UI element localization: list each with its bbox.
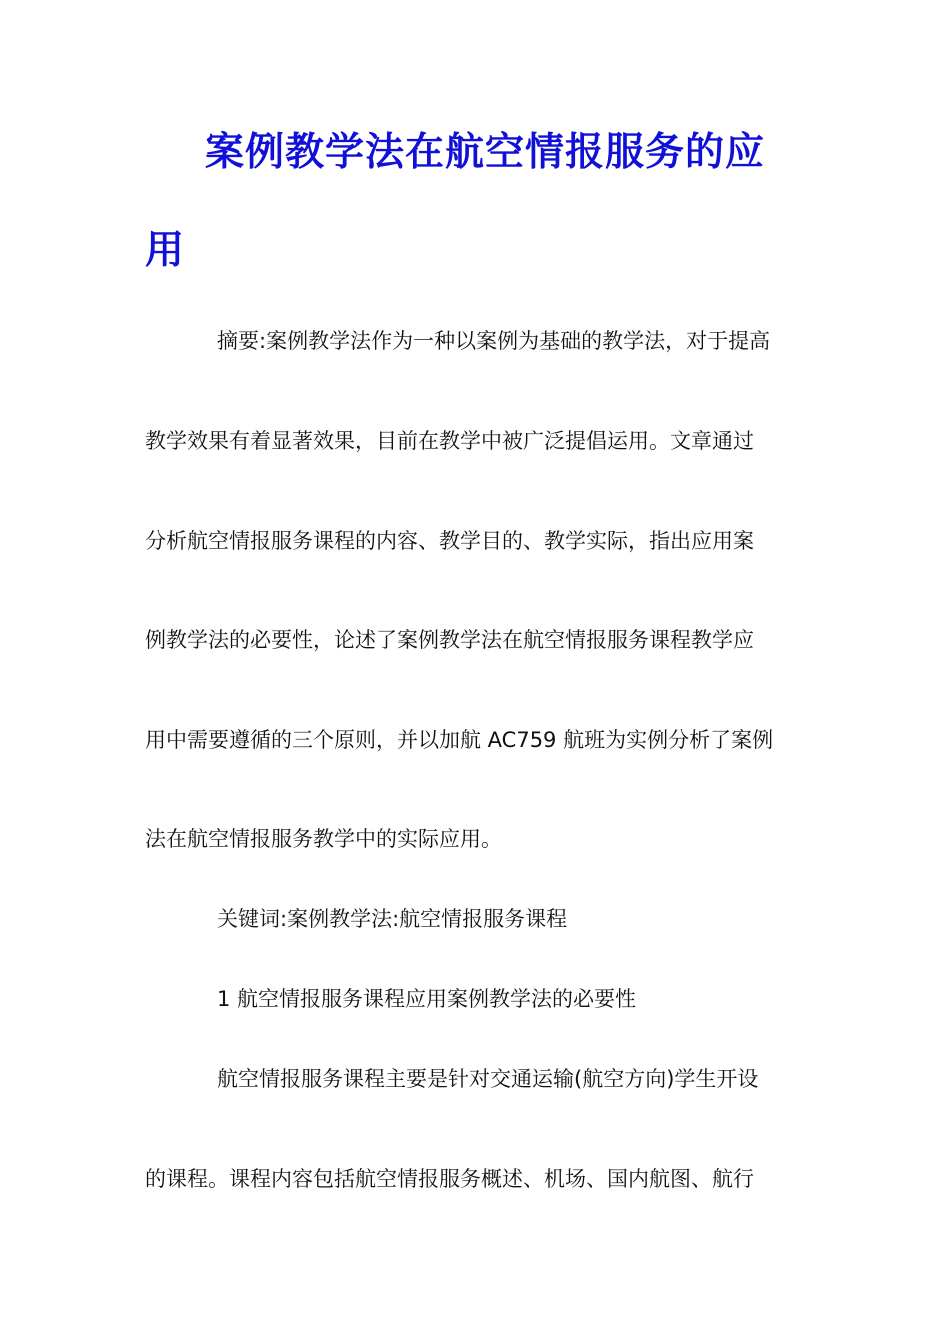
body-paragraph-line: 航空情报服务课程主要是针对交通运输(航空方向)学生开设 (217, 1067, 759, 1091)
abstract-line: 用中需要遵循的三个原则，并以加航 AC759 航班为实例分析了案例 (145, 728, 774, 752)
document-title-line-1: 案例教学法在航空情报服务的应 (205, 130, 766, 175)
section-1-heading: 1 航空情报服务课程应用案例教学法的必要性 (217, 987, 637, 1011)
keywords: 关键词:案例教学法:航空情报服务课程 (217, 907, 568, 931)
abstract-line: 法在航空情报服务教学中的实际应用。 (145, 827, 502, 851)
abstract-line: 分析航空情报服务课程的内容、教学目的、教学实际，指出应用案 (145, 529, 754, 553)
document-title-line-2: 用 (145, 228, 185, 273)
abstract-line: 例教学法的必要性，论述了案例教学法在航空情报服务课程教学应 (145, 628, 754, 652)
body-paragraph-line: 的课程。课程内容包括航空情报服务概述、机场、国内航图、航行 (145, 1167, 754, 1191)
abstract-line: 教学效果有着显著效果，目前在教学中被广泛提倡运用。文章通过 (145, 429, 754, 453)
abstract-line: 摘要:案例教学法作为一种以案例为基础的教学法，对于提高 (217, 329, 771, 353)
